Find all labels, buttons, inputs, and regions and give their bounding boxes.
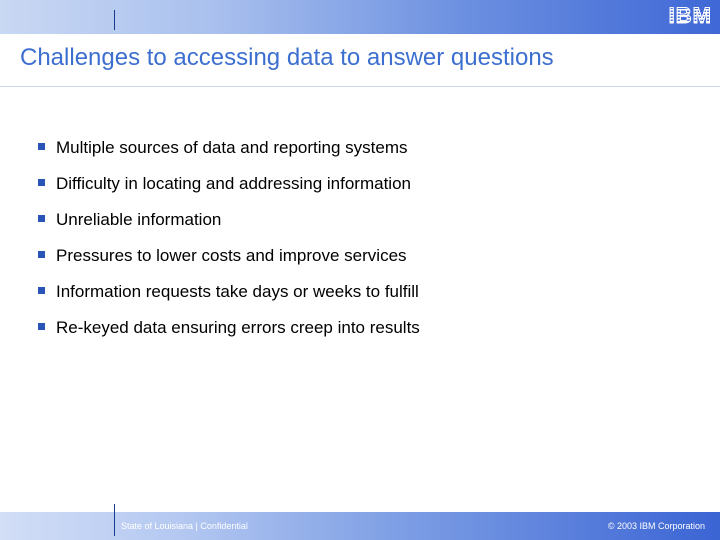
bullet-item (38, 238, 420, 274)
footer-confidential-label: State of Louisiana | Confidential (121, 521, 248, 531)
square-bullet-icon (38, 251, 45, 258)
slide-title: Challenges to accessing data to answer questions (20, 44, 554, 71)
bullet-text: Difficulty in locating and addressing information (56, 174, 411, 193)
bullet-text: Unreliable information (56, 210, 222, 229)
title-divider (0, 86, 720, 87)
square-bullet-icon (38, 215, 45, 222)
bullet-text: Multiple sources of data and reporting systems (56, 138, 408, 157)
bullet-item (38, 274, 420, 310)
square-bullet-icon (38, 143, 45, 150)
bullet-text: Re-keyed data ensuring errors creep into results (56, 318, 420, 337)
bullet-item (38, 166, 420, 202)
footer-bar (0, 512, 720, 540)
bullet-item (38, 310, 420, 346)
bullet-list (38, 130, 420, 346)
square-bullet-icon (38, 179, 45, 186)
header-bar (0, 0, 720, 34)
bullet-item (38, 202, 420, 238)
footer-copyright: © 2003 IBM Corporation (607, 521, 705, 531)
bullet-text: Information requests take days or weeks to fulfill (56, 282, 419, 301)
header-divider (114, 10, 115, 30)
square-bullet-icon (38, 287, 45, 294)
square-bullet-icon (38, 323, 45, 330)
bullet-text: Pressures to lower costs and improve services (56, 246, 407, 265)
footer-divider (114, 504, 115, 536)
ibm-logo: IBM (668, 3, 712, 28)
bullet-item (38, 130, 420, 166)
